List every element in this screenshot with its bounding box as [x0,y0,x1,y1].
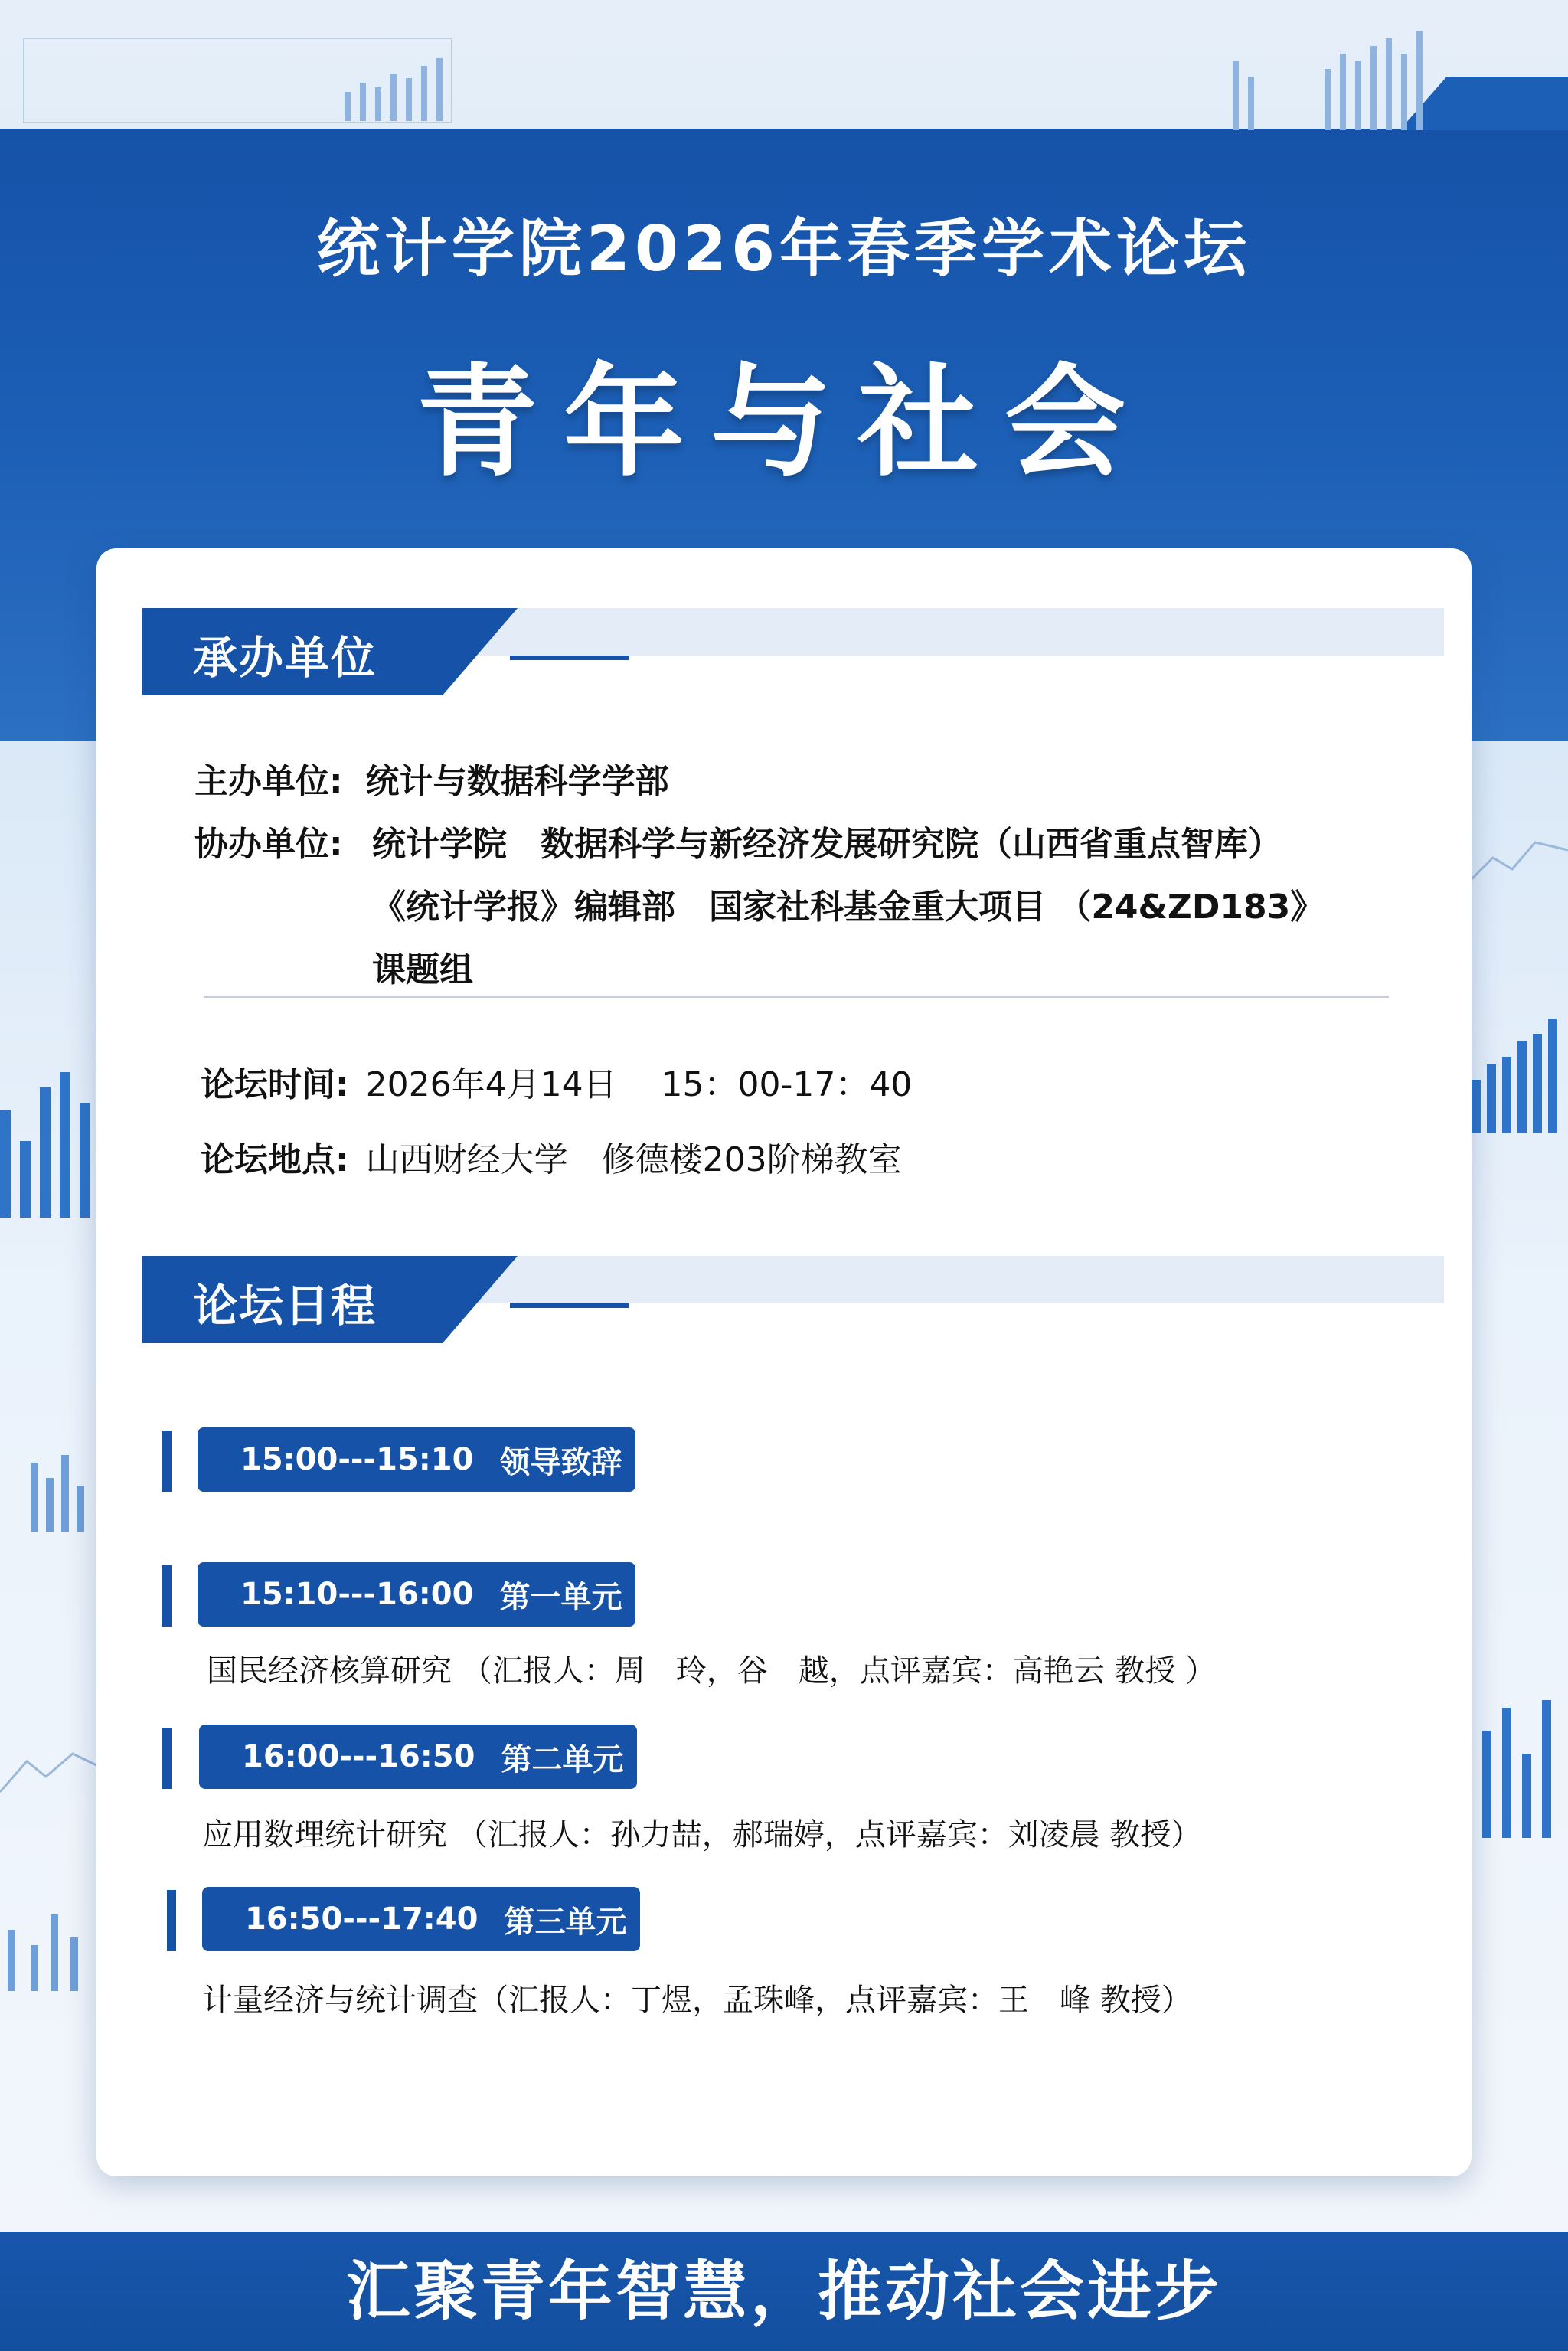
co-host-line: 《统计学报》编辑部 国家社科基金重大项目 （24&ZD183》 [372,888,1325,927]
footer-slogan: 汇聚青年智慧，推动社会进步 [0,2232,1568,2351]
forum-place-label: 论坛地点: [201,1140,349,1179]
section-title: 论坛日程 [193,1280,377,1332]
host-row [194,754,669,803]
schedule-pill [202,1887,640,1951]
schedule-marker [162,1431,172,1492]
schedule-description: 计量经济与统计调查（汇报人：丁煜，孟珠峰，点评嘉宾：王 峰 教授） [202,1983,1192,2018]
decorative-line-chart-lower-left-icon [0,1731,96,1800]
section-header-organizers [142,608,1444,695]
forum-title: 青年与社会 [416,352,1152,493]
co-host-line: 统计学院 数据科学与新经济发展研究院（山西省重点智库） [372,825,1282,864]
decorative-bar-chart-top-right-icon [1225,15,1501,130]
section-underline [510,1303,629,1308]
section-underline [510,656,629,660]
schedule-name: 第二单元 [501,1741,624,1777]
forum-subtitle: 统计学院2026年春季学术论坛 [316,213,1252,286]
forum-time-value: 2026年4月14日 15：00-17：40 [365,1065,913,1104]
decorative-bar-chart-lower-right-icon [1472,1685,1568,1838]
schedule-marker [162,1565,172,1627]
schedule-time: 15:00---15:10 [240,1442,474,1477]
co-host-line: 课题组 [372,950,473,989]
schedule-description: 国民经济核算研究 （汇报人：周 玲，谷 越，点评嘉宾：高艳云 教授 ） [207,1653,1217,1689]
schedule-time: 16:50---17:40 [245,1901,479,1937]
decorative-bar-chart-right-icon [1472,1011,1568,1133]
decorative-bar-chart-bottom-left-icon [0,1899,96,1991]
schedule-pill [199,1725,637,1789]
schedule-pill [198,1427,635,1492]
co-host-label: 协办单位: [194,825,343,864]
host-value: 统计与数据科学学部 [365,762,669,801]
forum-place-row [201,1132,902,1181]
schedule-description: 应用数理统计研究 （汇报人：孙力喆，郝瑞婷，点评嘉宾：刘凌晨 教授） [202,1817,1202,1852]
schedule-time: 15:10---16:00 [240,1577,474,1612]
section-header-schedule [142,1256,1444,1343]
schedule-name: 领导致辞 [499,1444,622,1480]
decorative-line-chart-right-icon [1470,827,1568,888]
divider [204,996,1389,998]
section-title: 承办单位 [193,632,377,684]
co-host-row [194,816,343,865]
schedule-name: 第三单元 [504,1904,627,1940]
content-card [96,548,1472,2176]
decorative-bar-chart-left-icon [0,1064,96,1218]
schedule-time: 16:00---16:50 [242,1739,475,1774]
schedule-name: 第一单元 [499,1579,622,1615]
schedule-marker [162,1728,172,1789]
decorative-bar-chart-top-left-icon [23,38,452,123]
poster-header [0,199,1568,499]
host-label: 主办单位: [194,762,343,801]
forum-time-row [201,1057,912,1106]
schedule-pill [198,1562,635,1627]
forum-time-label: 论坛时间: [201,1065,349,1104]
forum-place-value: 山西财经大学 修德楼203阶梯教室 [365,1140,902,1179]
schedule-marker [167,1890,176,1951]
decorative-bar-chart-lower-left-icon [0,1440,96,1532]
